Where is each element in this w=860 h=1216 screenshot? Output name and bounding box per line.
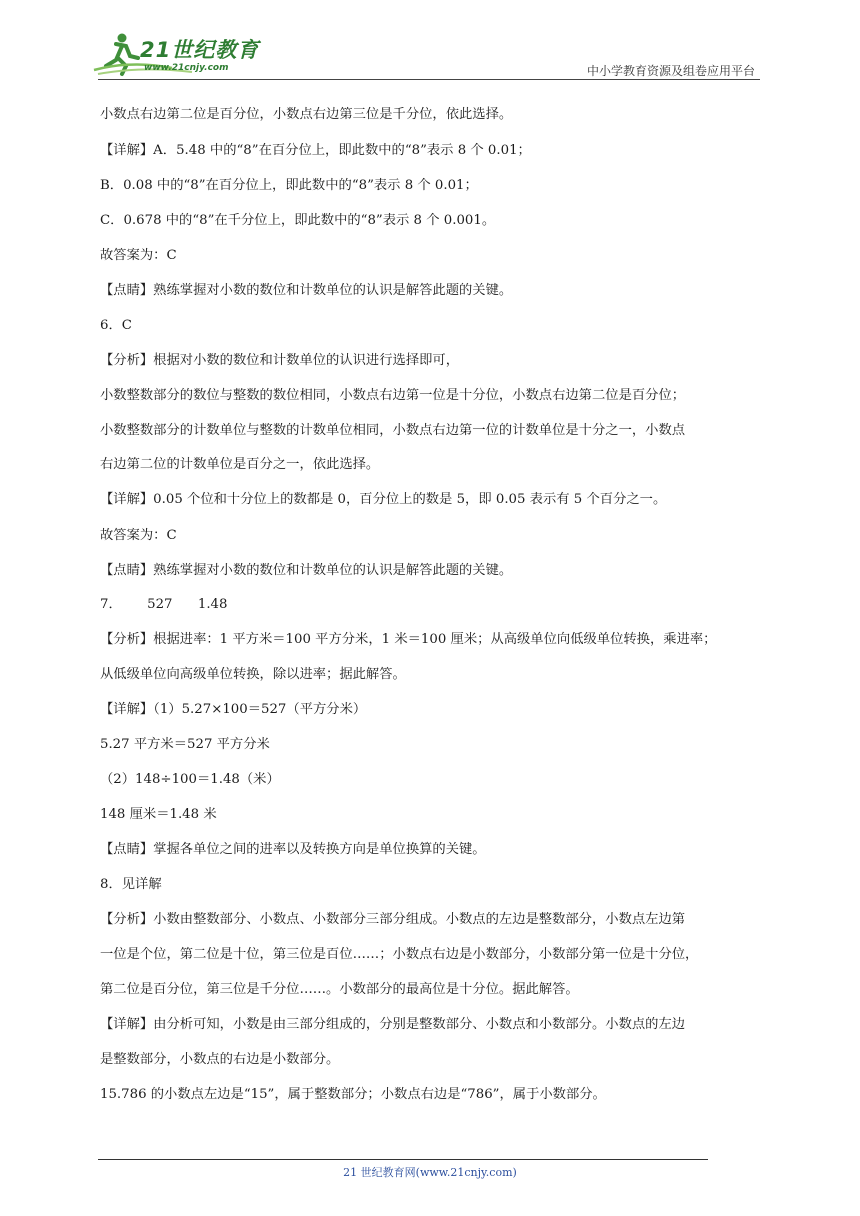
logo-text: 21世纪教育 [140,38,260,62]
text-line: 【分析】小数由整数部分、小数点、小数部分三部分组成。小数点的左边是整数部分，小数点左边第 [100,912,686,927]
text-line: 148 厘米＝1.48 米 [100,807,217,822]
text-line: 【点睛】熟练掌握对小数的数位和计数单位的认识是解答此题的关键。 [100,283,513,298]
text-line: C．0.678 中的“8”在千分位上，即此数中的“8”表示 8 个 0.001。 [100,213,496,228]
text-line: 故答案为：C [100,248,177,263]
text-line: 【分析】根据进率：1 平方米＝100 平方分米，1 米＝100 厘米；从高级单位向低级单位转换，乘进率； [100,632,717,647]
text-line: 小数点右边第二位是百分位，小数点右边第三位是千分位，依此选择。 [100,107,513,122]
text-line: 小数整数部分的计数单位与整数的计数单位相同，小数点右边第一位的计数单位是十分之一，小数点 [100,423,686,438]
text-line: 5.27 平方米＝527 平方分米 [100,737,270,752]
text-line: （2）148÷100＝1.48（米） [100,772,280,787]
text-line: 【详解】（1）5.27×100＝527（平方分米） [100,702,367,717]
text-line: 右边第二位的计数单位是百分之一，依此选择。 [100,457,380,472]
question-number: 6．C [100,318,132,333]
text-line: 第二位是百分位，第三位是千分位……。小数部分的最高位是十分位。据此解答。 [100,982,579,997]
text-line: 是整数部分，小数点的右边是小数部分。 [100,1052,340,1067]
footer-divider [98,1159,708,1160]
text-line: 【详解】A．5.48 中的“8”在百分位上，即此数中的“8”表示 8 个 0.01； [100,143,531,158]
text-line: 一位是个位，第二位是十位，第三位是百位……；小数点右边是小数部分，小数部分第一位是十分位， [100,947,699,962]
header-divider [98,79,760,80]
text-line: 【详解】0.05 个位和十分位上的数都是 0，百分位上的数是 5，即 0.05 表示有 5 个百分之一。 [100,492,667,507]
site-logo [92,30,267,80]
text-line: 【详解】由分析可知，小数是由三部分组成的，分别是整数部分、小数点和小数部分。小数点的左边 [100,1017,686,1032]
text-line: 故答案为：C [100,528,177,543]
text-line: 15.786 的小数点左边是“15”，属于整数部分；小数点右边是“786”，属于小数部分。 [100,1087,606,1102]
page-header [0,0,860,90]
text-line: 从低级单位向高级单位转换，除以进率；据此解答。 [100,667,406,682]
question-number: 8．见详解 [100,877,162,892]
platform-name: 中小学教育资源及组卷应用平台 [586,64,755,78]
question-number: 7． 527 1.48 [100,597,228,612]
text-line: 【分析】根据对小数的数位和计数单位的认识进行选择即可， [100,353,460,368]
text-line: 【点睛】掌握各单位之间的进率以及转换方向是单位换算的关键。 [100,842,486,857]
footer-link[interactable]: 21 世纪教育网(www.21cnjy.com) [343,1166,517,1179]
text-line: 【点睛】熟练掌握对小数的数位和计数单位的认识是解答此题的关键。 [100,563,513,578]
logo-url: www.21cnjy.com [144,63,229,73]
text-line: B．0.08 中的“8”在百分位上，即此数中的“8”表示 8 个 0.01； [100,178,478,193]
text-line: 小数整数部分的数位与整数的数位相同，小数点右边第一位是十分位，小数点右边第二位是百分位； [100,388,686,403]
